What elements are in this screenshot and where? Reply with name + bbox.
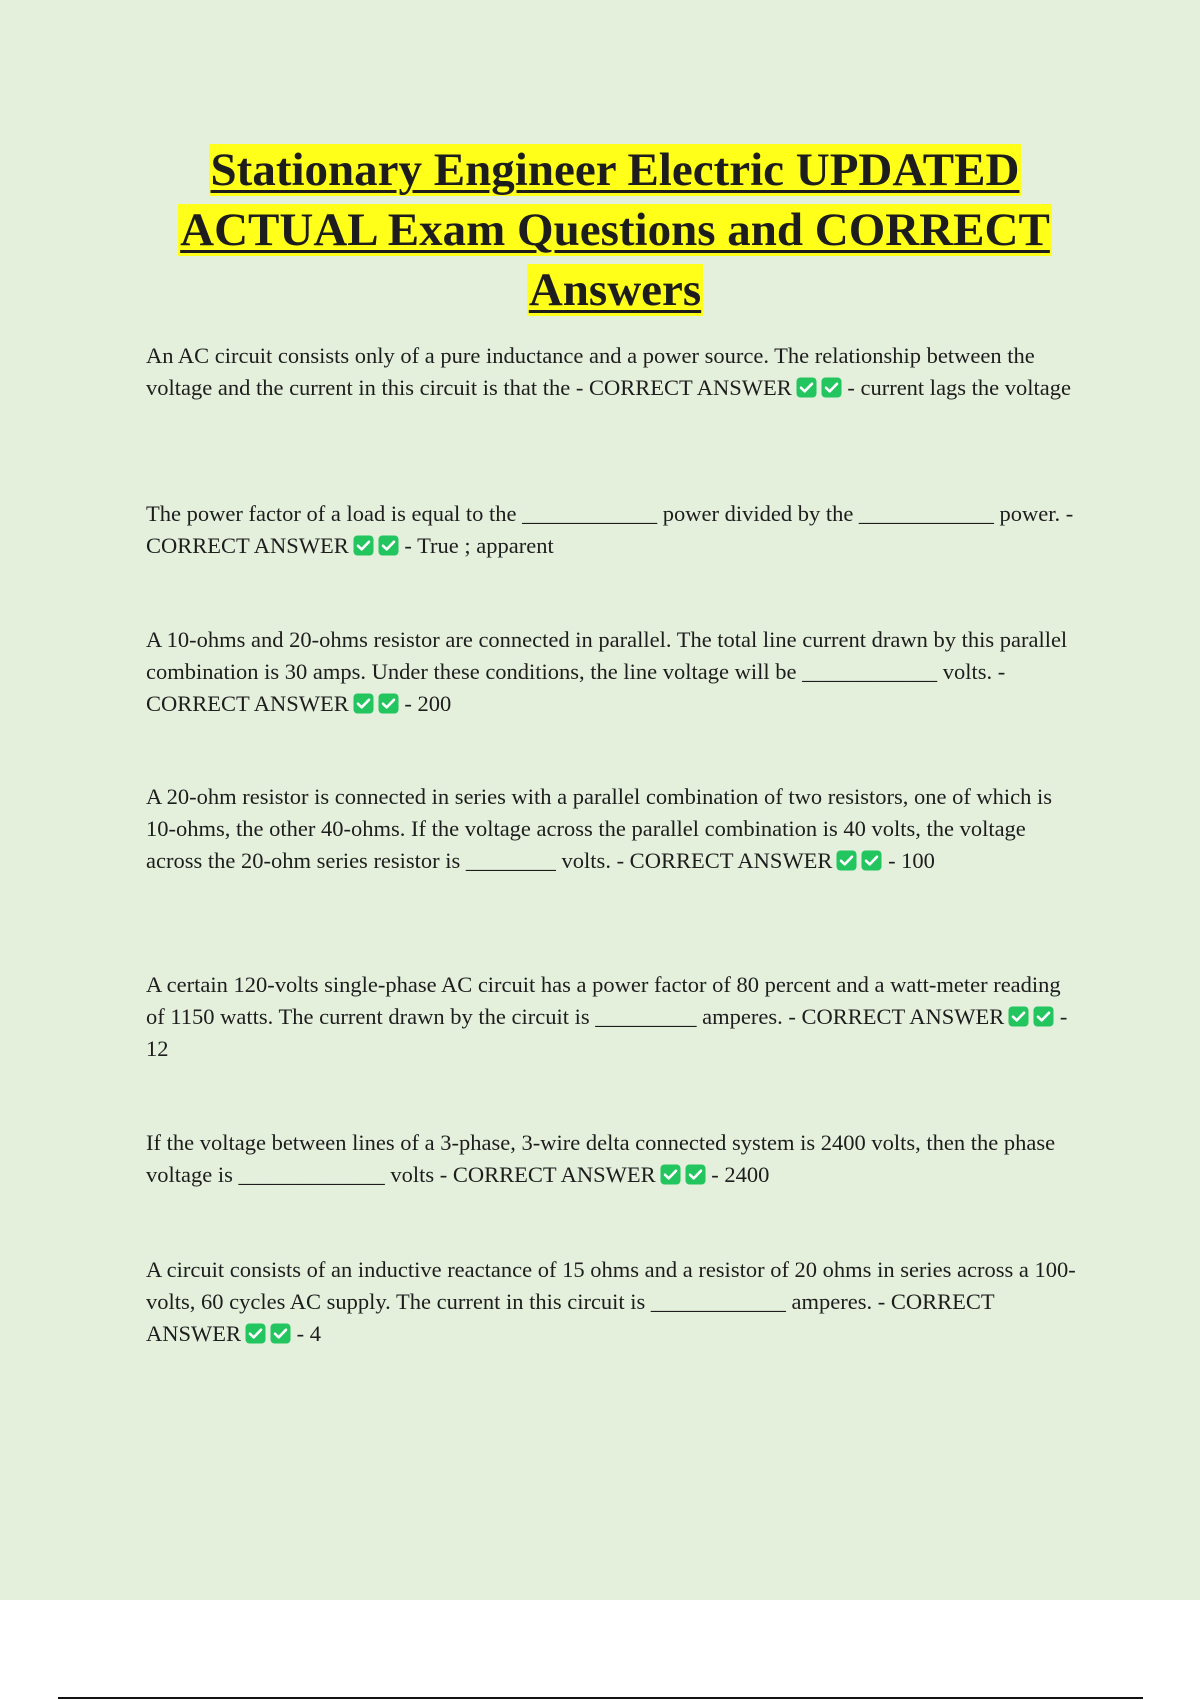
check-box-icon	[821, 377, 842, 398]
check-box-icon	[353, 535, 374, 556]
document-title-text: Stationary Engineer Electric UPDATED ACTUAL Exam Questions and CORRECT Answers	[180, 144, 1050, 316]
check-box-icon	[1033, 1006, 1054, 1027]
check-box-icon	[796, 377, 817, 398]
check-box-icon	[1008, 1006, 1029, 1027]
question-text: A 10-ohms and 20-ohms resistor are connected in parallel. The total line current drawn by this parallel combination is 30 amps. Under these conditions, the line voltage will be ____________ volts. - CORRECT ANSWER	[146, 627, 1068, 716]
check-box-icon	[353, 693, 374, 714]
question-text: An AC circuit consists only of a pure inductance and a power source. The relationship between the voltage and the current in this circuit is that the - CORRECT ANSWER	[146, 343, 1035, 400]
check-box-icon	[660, 1164, 681, 1185]
footer-rule	[58, 1697, 1143, 1699]
qa-item-5	[146, 969, 1078, 1065]
check-box-icon	[270, 1323, 291, 1344]
question-text: A certain 120-volts single-phase AC circuit has a power factor of 80 percent and a watt-meter reading of 1150 watts. The current drawn by the circuit is _________ amperes. - CORRECT ANSWER	[146, 972, 1061, 1029]
qa-item-6	[146, 1127, 1078, 1191]
check-box-icon	[378, 693, 399, 714]
answer-text: - 4	[296, 1321, 321, 1346]
qa-item-4	[146, 781, 1078, 877]
document-title	[120, 140, 1110, 320]
check-box-icon	[245, 1323, 266, 1344]
check-box-icon	[861, 850, 882, 871]
answer-text: - current lags the voltage	[847, 375, 1072, 400]
check-box-icon	[836, 850, 857, 871]
check-box-icon	[685, 1164, 706, 1185]
answer-text: - 12	[146, 1004, 1068, 1061]
answer-text: - 200	[404, 691, 452, 716]
question-text: A circuit consists of an inductive reactance of 15 ohms and a resistor of 20 ohms in series across a 100-volts, 60 cycles AC supply. The current in this circuit is ____________ amperes. - CORRECT ANSWER	[146, 1257, 1076, 1346]
answer-text: - 100	[888, 848, 935, 873]
qa-item-3	[146, 624, 1078, 720]
check-box-icon	[378, 535, 399, 556]
qa-item-1	[146, 340, 1078, 404]
answer-text: - True ; apparent	[404, 533, 554, 558]
qa-item-2	[146, 498, 1078, 562]
question-text: A 20-ohm resistor is connected in series with a parallel combination of two resistors, one of which is 10-ohms, the other 40-ohms. If the voltage across the parallel combination is 40 volts, the voltage across the 20-ohm series resistor is ________ volts. - CORRECT ANSWER	[146, 784, 1053, 873]
question-text: The power factor of a load is equal to the ____________ power divided by the ____________ power. - CORRECT ANSWER	[146, 501, 1074, 558]
question-text: If the voltage between lines of a 3-phase, 3-wire delta connected system is 2400 volts, then the phase voltage is _____________ volts - CORRECT ANSWER	[146, 1130, 1056, 1187]
qa-item-7	[146, 1254, 1078, 1350]
answer-text: - 2400	[711, 1162, 770, 1187]
